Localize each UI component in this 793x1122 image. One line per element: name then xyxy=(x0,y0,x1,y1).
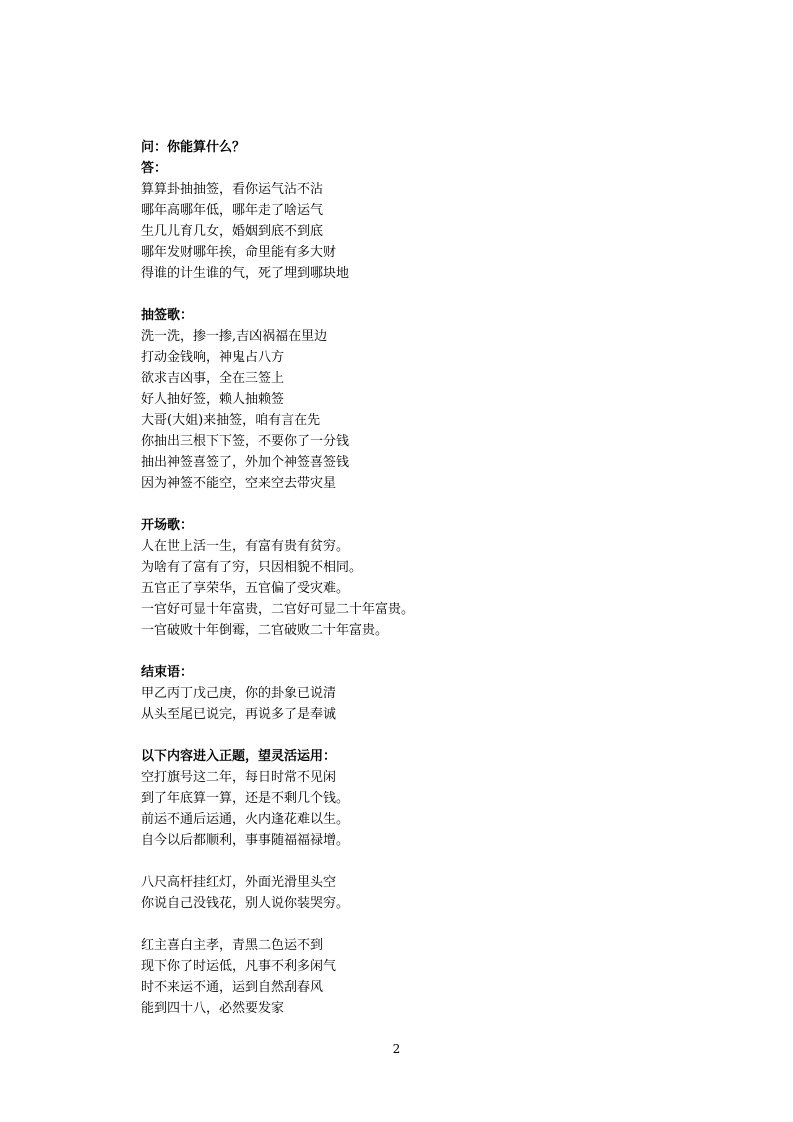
text-line: 你说自己没钱花，别人说你装哭穷。 xyxy=(141,896,350,911)
answer-label: 答： xyxy=(141,161,168,176)
text-line: 能到四十八，必然要发家 xyxy=(141,1001,285,1016)
text-line: 得谁的计生谁的气，死了埋到哪块地 xyxy=(141,266,350,281)
text-line: 现下你了时运低，凡事不利多闲气 xyxy=(141,959,337,974)
text-line: 五官正了享荣华，五官偏了受灾难。 xyxy=(141,581,350,596)
text-line: 哪年发财哪年挨，命里能有多大财 xyxy=(141,245,337,260)
text-line: 空打旗号这二年，每日时常不见闲 xyxy=(141,770,337,785)
text-line: 一官破败十年倒霉，二官破败二十年富贵。 xyxy=(141,623,389,638)
text-line: 大哥(大姐)来抽签，咱有言在先 xyxy=(141,413,321,428)
text-line: 欲求吉凶事，全在三签上 xyxy=(141,371,285,386)
text-line: 人在世上活一生，有富有贵有贫穷。 xyxy=(141,539,350,554)
text-line: 自今以后都顺利，事事随福福禄增。 xyxy=(141,833,350,848)
closing-heading: 结束语： xyxy=(141,665,194,680)
text-line: 为啥有了富有了穷，只因相貌不相同。 xyxy=(141,560,363,575)
paragraph-spacer xyxy=(141,284,701,305)
text-line: 到了年底算一算，还是不剩几个钱。 xyxy=(141,791,350,806)
text-line: 打动金钱响，神鬼占八方 xyxy=(141,350,285,365)
paragraph-spacer xyxy=(141,914,701,935)
text-line: 生几儿育几女，婚姻到底不到底 xyxy=(141,224,324,239)
draw-song-heading: 抽签歌： xyxy=(141,308,194,323)
text-line: 抽出神签喜签了，外加个神签喜签钱 xyxy=(141,455,350,470)
opening-song-heading: 开场歌： xyxy=(141,518,194,533)
question-heading: 问：你能算什么？ xyxy=(141,140,246,155)
text-line: 一官好可显十年富贵，二官好可显二十年富贵。 xyxy=(141,602,415,617)
text-line: 因为神签不能空，空来空去带灾星 xyxy=(141,476,337,491)
paragraph-spacer xyxy=(141,851,701,872)
text-line: 时不来运不通，运到自然刮春风 xyxy=(141,980,324,995)
paragraph-spacer xyxy=(141,494,701,515)
text-line: 从头至尾已说完，再说多了是奉诚 xyxy=(141,707,337,722)
paragraph-spacer xyxy=(141,641,701,662)
document-body xyxy=(141,137,701,1019)
main-topic-heading: 以下内容进入正题，望灵活运用： xyxy=(141,749,337,764)
text-line: 甲乙丙丁戊己庚，你的卦象已说清 xyxy=(141,686,337,701)
text-line: 哪年高哪年低，哪年走了啥运气 xyxy=(141,203,324,218)
text-line: 洗一洗，掺一掺,吉凶祸福在里边 xyxy=(141,329,328,344)
text-line: 算算卦抽抽签，看你运气沾不沾 xyxy=(141,182,324,197)
paragraph-spacer xyxy=(141,725,701,746)
text-line: 好人抽好签，赖人抽赖签 xyxy=(141,392,285,407)
text-line: 前运不通后运通，火内逢花难以生。 xyxy=(141,812,350,827)
text-line: 你抽出三根下下签，不要你了一分钱 xyxy=(141,434,350,449)
page-number: 2 xyxy=(392,1042,401,1056)
text-line: 红主喜白主孝，青黑二色运不到 xyxy=(141,938,324,953)
text-line: 八尺高杆挂红灯，外面光滑里头空 xyxy=(141,875,337,890)
